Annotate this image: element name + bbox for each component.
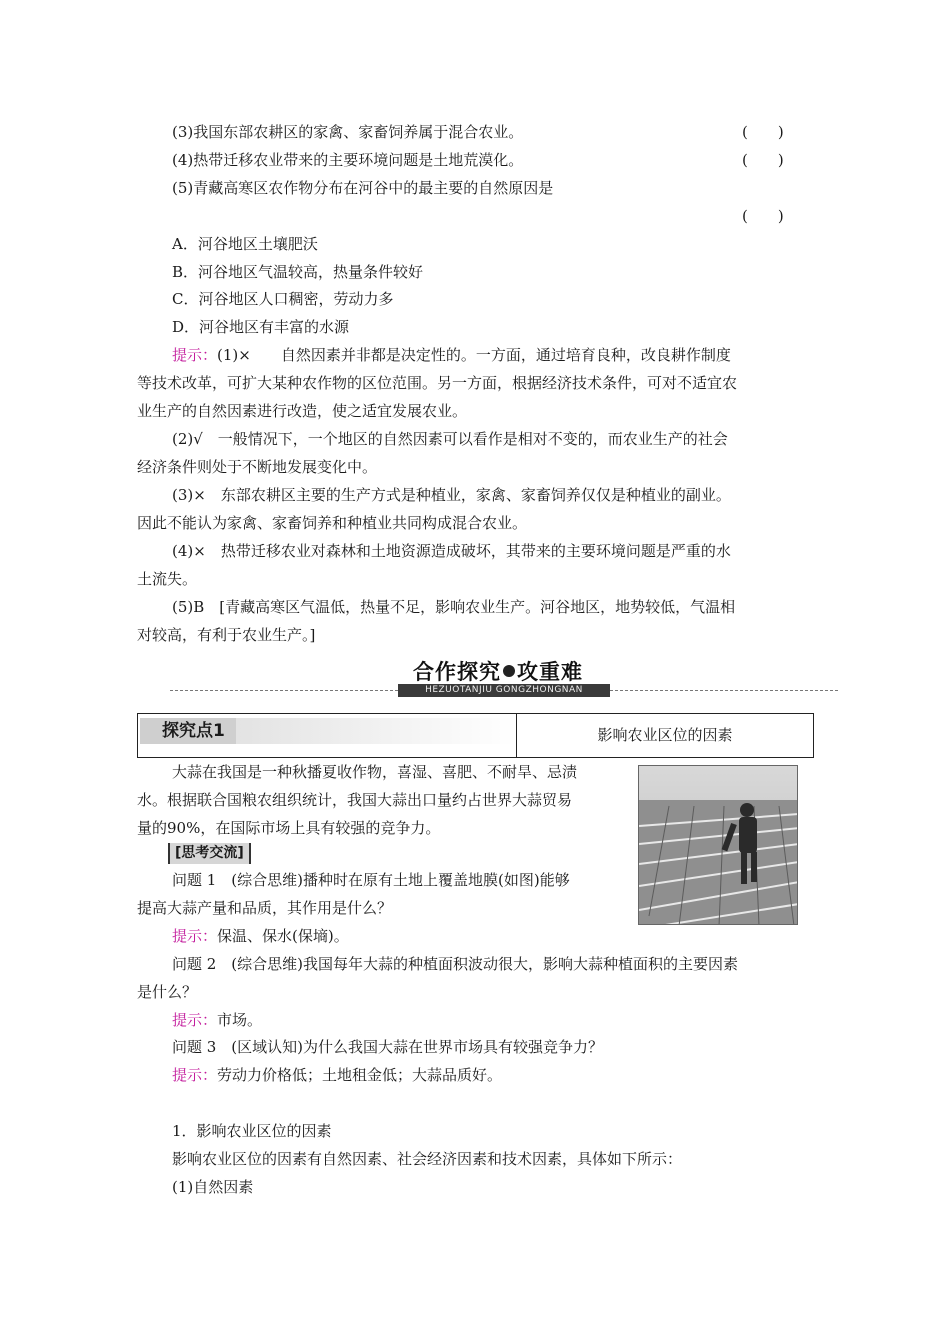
banner-title-right: 攻重难 xyxy=(517,660,583,684)
garlic-field-photo xyxy=(638,765,798,925)
hint-text: (1)× 自然因素并非都是决定性的。一方面，通过培育良种，改良耕作制度 xyxy=(217,346,731,364)
banner-title-left: 合作探究 xyxy=(413,660,501,684)
hint-answer-1-line-3: 业生产的自然因素进行改造，使之适宜发展农业。 xyxy=(137,402,468,420)
hint-answer-2-line-2: 经济条件则处于不断地发展变化中。 xyxy=(137,458,378,476)
inquiry-point-label: 探究点1 xyxy=(140,718,240,744)
hint-label: 提示： xyxy=(172,927,218,945)
inquiry-label-shade xyxy=(236,718,516,744)
banner-dot-icon xyxy=(503,665,515,677)
banner-divider-left xyxy=(170,690,398,691)
hint-1 xyxy=(172,925,349,947)
hint-label: 提示： xyxy=(172,1011,218,1029)
question-1-line-2: 提高大蒜产量和品质，其作用是什么？ xyxy=(137,899,393,917)
hint-answer-3-line-1: (3)× 东部农耕区主要的生产方式是种植业，家禽、家畜饲养仅仅是种植业的副业。 xyxy=(172,486,731,504)
option-c: C．河谷地区人口稠密，劳动力多 xyxy=(172,290,394,308)
question-5: (5)青藏高寒区农作物分布在河谷中的最主要的自然原因是 xyxy=(172,179,554,197)
option-d: D．河谷地区有丰富的水源 xyxy=(172,318,350,336)
intro-line-3: 量的90%，在国际市场上具有较强的竞争力。 xyxy=(137,819,441,837)
option-b: B．河谷地区气温较高，热量条件较好 xyxy=(172,263,424,281)
hint-answer-4-line-1: (4)× 热带迁移农业对森林和土地资源造成破坏，其带来的主要环境问题是严重的水 xyxy=(172,542,731,560)
hint-label: 提示： xyxy=(172,346,218,364)
think-discuss-label: [思考交流] xyxy=(168,843,251,864)
section-banner-title xyxy=(413,659,583,685)
hint-text: 保温、保水(保墒)。 xyxy=(217,927,349,945)
field-image-icon xyxy=(639,766,798,925)
question-2-line-1: 问题 2 (综合思维)我国每年大蒜的种植面积波动很大，影响大蒜种植面积的主要因素 xyxy=(172,955,739,973)
hint-3 xyxy=(172,1064,502,1086)
banner-divider-right xyxy=(610,690,838,691)
answer-blank-3: ( ) xyxy=(742,123,784,141)
question-3: 问题 3 (区域认知)为什么我国大蒜在世界市场具有较强竞争力？ xyxy=(172,1038,604,1056)
hint-answer-4-line-2: 土流失。 xyxy=(137,570,198,588)
question-4: (4)热带迁移农业带来的主要环境问题是土地荒漠化。 xyxy=(172,151,524,169)
question-2-line-2: 是什么？ xyxy=(137,983,198,1001)
hint-2 xyxy=(172,1009,262,1031)
section-heading: 1．影响农业区位的因素 xyxy=(172,1122,332,1140)
hint-answer-5-line-1: (5)B [青藏高寒区气温低，热量不足，影响农业生产。河谷地区，地势较低，气温相 xyxy=(172,598,736,616)
answer-blank-5: ( ) xyxy=(742,207,784,225)
intro-line-1: 大蒜在我国是一种秋播夏收作物，喜湿、喜肥、不耐旱、忌渍 xyxy=(172,763,578,781)
section-body: 影响农业区位的因素有自然因素、社会经济因素和技术因素，具体如下所示： xyxy=(172,1150,683,1168)
hint-text: 劳动力价格低；土地租金低；大蒜品质好。 xyxy=(217,1066,503,1084)
hint-answer-3-line-2: 因此不能认为家禽、家畜饲养和种植业共同构成混合农业。 xyxy=(137,514,528,532)
hint-text: 市场。 xyxy=(217,1011,263,1029)
inquiry-point-title: 影响农业区位的因素 xyxy=(597,726,733,744)
hint-answer-2-line-1: (2)√ 一般情况下，一个地区的自然因素可以看作是相对不变的，而农业生产的社会 xyxy=(172,430,728,448)
hint-label: 提示： xyxy=(172,1066,218,1084)
question-3: (3)我国东部农耕区的家禽、家畜饲养属于混合农业。 xyxy=(172,123,524,141)
section-subheading: (1)自然因素 xyxy=(172,1178,254,1196)
question-1-line-1: 问题 1 (综合思维)播种时在原有土地上覆盖地膜(如图)能够 xyxy=(172,871,570,889)
option-a: A．河谷地区土壤肥沃 xyxy=(172,235,318,253)
answer-blank-4: ( ) xyxy=(742,151,784,169)
intro-line-2: 水。根据联合国粮农组织统计，我国大蒜出口量约占世界大蒜贸易 xyxy=(137,791,573,809)
hint-answer-5-line-2: 对较高，有利于农业生产。] xyxy=(137,626,316,644)
hint-answer-1-line-1 xyxy=(172,344,731,366)
hint-answer-1-line-2: 等技术改革，可扩大某种农作物的区位范围。另一方面，根据经济技术条件，可对不适宜农 xyxy=(137,374,738,392)
section-banner-subtitle: HEZUOTANJIU GONGZHONGNAN xyxy=(398,684,610,697)
